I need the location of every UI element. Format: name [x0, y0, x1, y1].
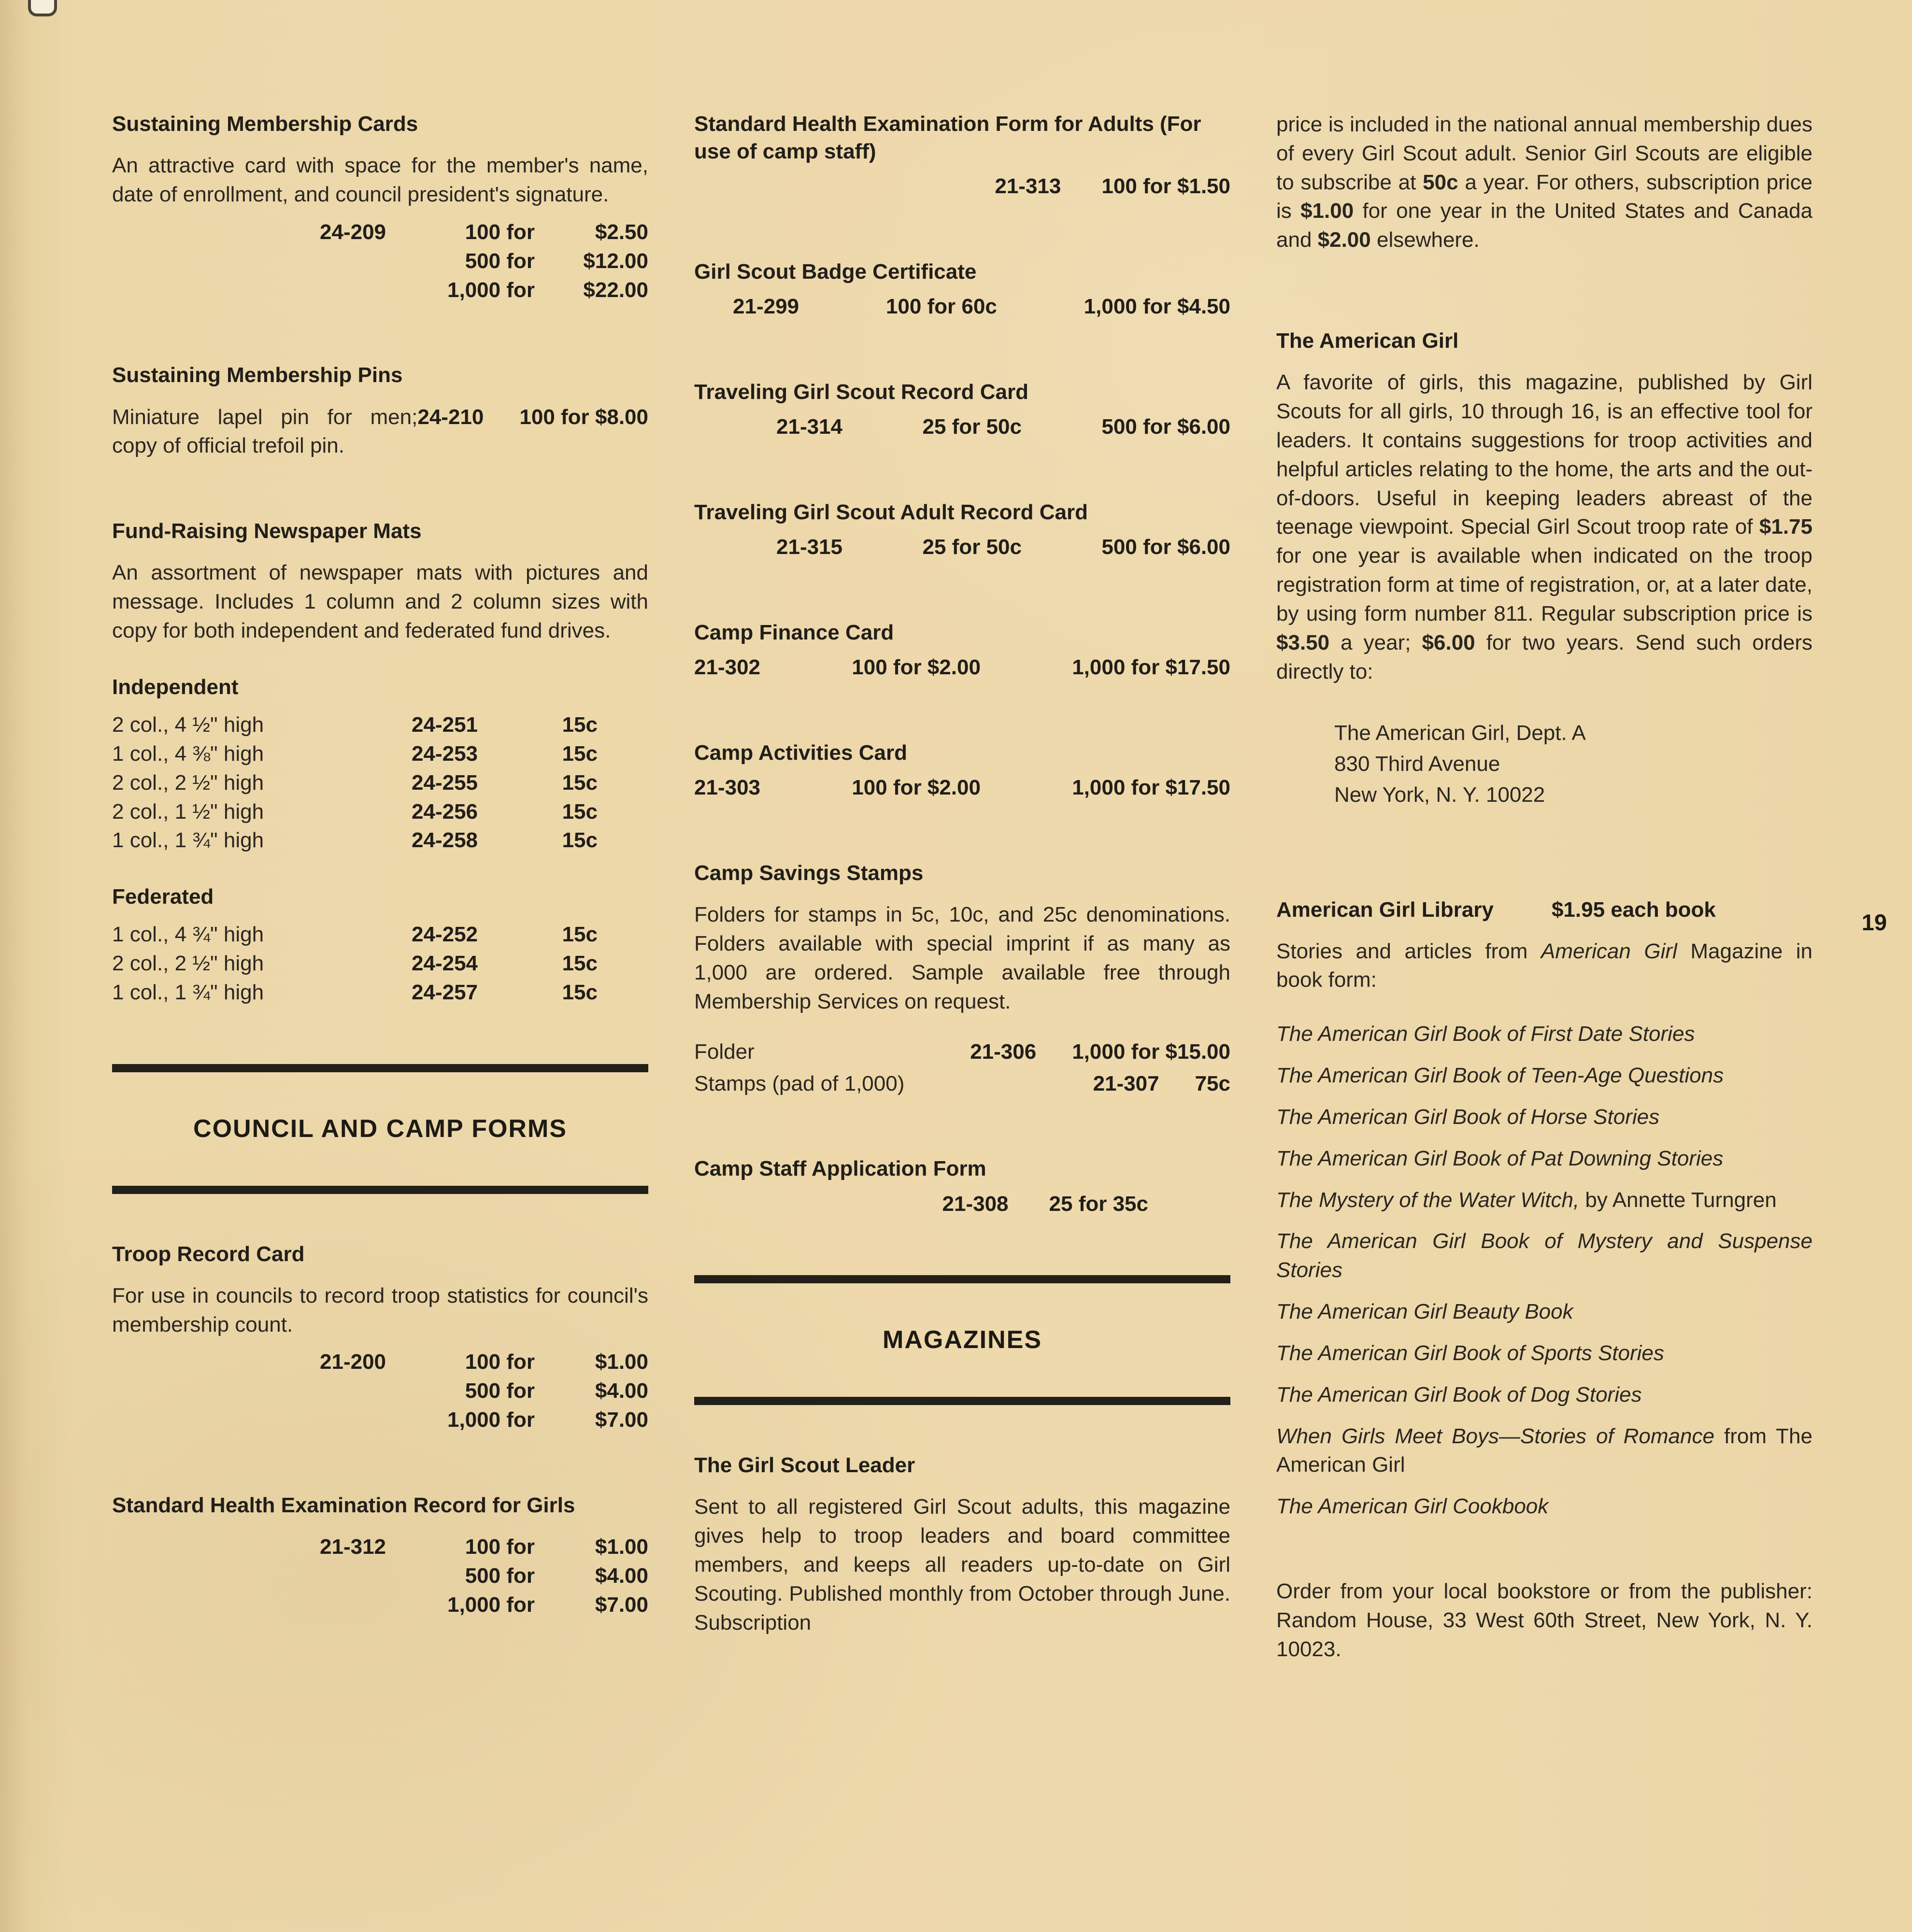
price-code-spacer — [112, 1377, 421, 1406]
code-price-line — [694, 773, 1230, 802]
book-title: The American Girl Book of Horse Stories — [1276, 1105, 1660, 1129]
code-price-line — [694, 412, 1230, 441]
item-code: 24-254 — [412, 952, 478, 976]
section-badge-certificate — [694, 258, 1230, 321]
item-description: A favorite of girls, this magazine, published by Girl Scouts for all girls, 10 through 16, is an effective tool for leaders. It contains suggestions for troop activities and helpful articles relating to the home, the arts and the out-of-doors. Useful in keeping leaders abreast of the teenage viewpoint. Special Girl Scout troop rate of $1.75 for one year is available when indicated on the troop registration form at time of registration, or, at a later date, by using form number 811. Regular subscription price is $3.50 a year; $6.00 for two years. Send such orders directly to: — [1276, 370, 1812, 683]
item-description-text: Miniature lapel pin for men; copy of official trefoil pin. — [112, 405, 418, 458]
price-amount: 15c — [562, 923, 598, 947]
price-amount: 100 for $2.00 — [852, 655, 981, 680]
section-american-girl-library — [1276, 895, 1812, 1664]
library-heading — [1276, 895, 1812, 924]
price-code-spacer — [112, 1406, 421, 1435]
price-block — [112, 1348, 648, 1434]
price-amount: $7.00 — [595, 1408, 648, 1432]
price-amount: 1,000 for $15.00 — [1072, 1039, 1230, 1064]
table-row — [112, 920, 648, 949]
section-traveling-adult-record-card — [694, 498, 1230, 562]
continued-text: price is included in the national annual membership dues of every Girl Scout adult. Senior Girl Scouts are eligible to subscribe at 50c a year. For others, subscription price is $1.00 for one year in the United States and Canada and $2.00 elsewhere. — [1276, 113, 1813, 252]
item-title: The American Girl — [1276, 329, 1459, 353]
subsection-title: Federated — [112, 885, 214, 909]
book-title: The American Girl Book of Sports Stories — [1276, 1341, 1664, 1365]
divider-bar — [112, 1186, 648, 1194]
code-price-line — [694, 172, 1230, 201]
price-amount: $7.00 — [595, 1592, 648, 1617]
book-list — [1276, 1020, 1812, 1521]
table-row — [112, 826, 648, 855]
section-heading: COUNCIL AND CAMP FORMS — [193, 1114, 567, 1143]
price-row — [112, 1533, 648, 1562]
item-title: Troop Record Card — [112, 1242, 305, 1266]
scan-artifact — [28, 0, 57, 16]
price-amount: 100 for 60c — [885, 295, 997, 319]
section-american-girl — [1276, 327, 1812, 810]
item-code: 21-302 — [694, 655, 761, 680]
section-leader-continued — [1276, 110, 1812, 255]
price-row — [112, 1591, 648, 1619]
item-title: Sustaining Membership Pins — [112, 363, 403, 387]
section-sustaining-membership-cards — [112, 110, 648, 304]
item-description: An attractive card with space for the member's name, date of enrollment, and council president's signature. — [112, 154, 648, 207]
section-independent-mats — [112, 673, 648, 855]
price-amount: 25 for 35c — [1049, 1192, 1148, 1216]
page-number: 19 — [1861, 909, 1887, 935]
book-title: The American Girl Beauty Book — [1276, 1300, 1573, 1324]
item-title: Standard Health Examination Form for Adults (For use of camp staff) — [694, 112, 1201, 164]
price-qty: 100 for — [465, 220, 535, 244]
price-row — [112, 247, 648, 276]
item-code: 21-307 — [1093, 1071, 1159, 1095]
price-code-spacer — [112, 1591, 421, 1619]
book-title: The American Girl Cookbook — [1276, 1494, 1549, 1519]
item-code: 21-312 — [320, 1535, 386, 1559]
section-sustaining-membership-pins — [112, 361, 648, 460]
item-code: 24-258 — [412, 828, 478, 852]
mat-size: 2 col., 2 ½" high — [112, 770, 264, 795]
price-amount: 25 for 50c — [922, 535, 1022, 559]
code-price-line — [694, 653, 1230, 682]
section-camp-activities-card — [694, 739, 1230, 802]
table-row — [112, 710, 648, 739]
section-camp-finance-card — [694, 619, 1230, 682]
section-federated-mats — [112, 883, 648, 1007]
book-title: The American Girl Book of Dog Stories — [1276, 1382, 1642, 1406]
price-qty: 100 for — [465, 1535, 535, 1559]
section-troop-record-card — [112, 1240, 648, 1435]
stamps-price-rows — [694, 1037, 1230, 1098]
section-heading: MAGAZINES — [883, 1326, 1042, 1354]
price-qty: 1,000 for — [447, 1592, 535, 1617]
library-intro: Stories and articles from American Girl Magazine in book form: — [1276, 939, 1813, 992]
price-block — [112, 1533, 648, 1619]
library-price: $1.95 each book — [1551, 897, 1716, 922]
price-amount: 1,000 for $17.50 — [1072, 655, 1230, 680]
item-code: 24-210 — [417, 405, 484, 429]
price-amount: 15c — [562, 770, 598, 795]
book-title: The American Girl Book of Pat Downing Stories — [1276, 1146, 1724, 1170]
table-row — [112, 949, 648, 978]
section-camp-staff-application — [694, 1155, 1230, 1218]
subsection-title: Independent — [112, 675, 239, 699]
divider-bar — [694, 1397, 1230, 1405]
price-amount: $1.00 — [595, 1535, 648, 1559]
section-traveling-record-card — [694, 378, 1230, 441]
price-qty: 500 for — [465, 249, 535, 273]
price-amount: 500 for $6.00 — [1101, 535, 1230, 559]
section-health-form-adults — [694, 110, 1230, 201]
mailing-address — [1334, 718, 1812, 810]
price-amount: $4.00 — [595, 1379, 648, 1403]
item-label: Stamps (pad of 1,000) — [694, 1071, 905, 1095]
divider-bar — [112, 1064, 648, 1072]
price-code-spacer — [112, 1562, 421, 1591]
price-amount: 100 for $2.00 — [852, 776, 981, 800]
book-title: The American Girl Book of First Date Stories — [1276, 1022, 1695, 1046]
price-qty: 100 for — [465, 1350, 535, 1374]
item-title: Camp Savings Stamps — [694, 861, 924, 885]
address-line: New York, N. Y. 10022 — [1334, 783, 1545, 807]
address-line: 830 Third Avenue — [1334, 752, 1500, 776]
section-girl-scout-leader — [694, 1451, 1230, 1637]
price-amount: 75c — [1195, 1071, 1230, 1095]
price-qty: 1,000 for — [447, 278, 535, 302]
item-description: Sent to all registered Girl Scout adults, this magazine gives help to troop leaders and board committee members, and keeps all readers up-to-date on Girl Scouting. Published monthly from October through June. Subscription — [694, 1495, 1230, 1634]
code-price-line — [694, 292, 1230, 321]
price-row — [112, 218, 648, 247]
column-2 — [694, 110, 1230, 1721]
column-3 — [1276, 110, 1812, 1721]
item-code: 24-257 — [412, 980, 478, 1005]
price-qty: 500 for — [465, 1379, 535, 1403]
code-price-line — [694, 533, 1230, 562]
price-amount: 100 for $1.50 — [1101, 174, 1230, 199]
table-row — [694, 1037, 1230, 1066]
library-title: American Girl Library — [1276, 897, 1494, 922]
item-code-price — [417, 403, 648, 432]
item-title: Sustaining Membership Cards — [112, 112, 418, 136]
price-row — [112, 1562, 648, 1591]
price-qty: 1,000 for — [447, 1408, 535, 1432]
item-description: Folders for stamps in 5c, 10c, and 25c denominations. Folders available with special imprint if as many as 1,000 are ordered. Sample available free through Membership Services on request. — [694, 903, 1230, 1013]
price-code-spacer — [112, 276, 421, 305]
item-label: Folder — [694, 1039, 755, 1064]
mat-size: 1 col., 1 ¾" high — [112, 980, 264, 1005]
price-amount: 15c — [562, 828, 598, 852]
price-amount: 500 for $6.00 — [1101, 415, 1230, 439]
item-description: For use in councils to record troop statistics for council's membership count. — [112, 1283, 648, 1336]
code-price-line — [694, 1190, 1230, 1219]
price-amount: $4.00 — [595, 1563, 648, 1588]
item-title: Fund-Raising Newspaper Mats — [112, 519, 422, 543]
section-camp-savings-stamps — [694, 859, 1230, 1098]
item-description: An assortment of newspaper mats with pictures and message. Includes 1 column and 2 column sizes with copy for both independent and federated fund drives. — [112, 561, 648, 643]
item-code: 24-252 — [412, 923, 478, 947]
price-row — [112, 1406, 648, 1435]
book-title: The American Girl Book of Mystery and Suspense Stories — [1276, 1229, 1812, 1282]
item-code: 21-299 — [733, 295, 799, 319]
item-code-price — [1093, 1069, 1230, 1098]
price-amount: 15c — [562, 799, 598, 824]
item-title: Standard Health Examination Record for Girls — [112, 1493, 575, 1517]
section-header-council-camp-forms — [112, 1064, 648, 1194]
item-code: 21-313 — [995, 174, 1061, 199]
mat-size: 2 col., 1 ½" high — [112, 799, 264, 824]
address-line: The American Girl, Dept. A — [1334, 721, 1586, 745]
price-amount: $2.50 — [595, 220, 648, 244]
price-amount: $1.00 — [595, 1350, 648, 1374]
price-amount: 15c — [562, 741, 598, 766]
item-code: 24-253 — [412, 741, 478, 766]
book-title: The American Girl Book of Teen-Age Questions — [1276, 1064, 1724, 1088]
mat-size: 2 col., 2 ½" high — [112, 952, 264, 976]
price-row — [112, 1377, 648, 1406]
mat-size: 1 col., 4 ¾" high — [112, 923, 264, 947]
item-code: 24-209 — [320, 220, 386, 244]
table-row — [112, 768, 648, 797]
price-amount: 15c — [562, 713, 598, 737]
price-block — [112, 218, 648, 304]
item-title: Traveling Girl Scout Adult Record Card — [694, 500, 1088, 525]
table-row — [112, 978, 648, 1007]
section-health-record-girls — [112, 1492, 648, 1619]
price-amount: 25 for 50c — [922, 415, 1022, 439]
book-title: When Girls Meet Boys—Stories of Romance from The American Girl — [1276, 1424, 1812, 1477]
item-title: The Girl Scout Leader — [694, 1453, 915, 1477]
mat-size: 1 col., 4 ⅜" high — [112, 741, 264, 766]
price-amount: 100 for $8.00 — [519, 405, 648, 429]
order-instructions: Order from your local bookstore or from the publisher: Random House, 33 West 60th Street, New York, N. Y. 10023. — [1276, 1579, 1812, 1661]
item-title: Camp Activities Card — [694, 741, 907, 765]
item-title: Camp Finance Card — [694, 621, 894, 645]
item-title: Traveling Girl Scout Record Card — [694, 380, 1028, 404]
column-1 — [112, 110, 648, 1721]
item-code: 21-200 — [320, 1350, 386, 1374]
item-title: Camp Staff Application Form — [694, 1157, 986, 1181]
item-code: 21-314 — [776, 415, 843, 439]
item-title: Girl Scout Badge Certificate — [694, 260, 977, 284]
item-code-price — [970, 1037, 1230, 1066]
item-code: 21-306 — [970, 1039, 1037, 1064]
item-code: 21-308 — [942, 1192, 1009, 1216]
price-amount: $22.00 — [583, 278, 648, 302]
table-row — [112, 797, 648, 826]
price-amount: 15c — [562, 980, 598, 1005]
price-qty: 500 for — [465, 1563, 535, 1588]
price-amount: 1,000 for $17.50 — [1072, 776, 1230, 800]
table-row — [112, 739, 648, 768]
price-amount: $12.00 — [583, 249, 648, 273]
table-row — [694, 1069, 1230, 1098]
divider-bar — [694, 1275, 1230, 1283]
price-amount: 1,000 for $4.50 — [1084, 295, 1230, 319]
section-fund-raising-mats — [112, 517, 648, 645]
price-amount: 15c — [562, 952, 598, 976]
item-code: 21-315 — [776, 535, 843, 559]
item-code: 24-251 — [412, 713, 478, 737]
mat-size: 2 col., 4 ½" high — [112, 713, 264, 737]
price-row — [112, 276, 648, 305]
price-code-spacer — [112, 247, 421, 276]
item-description — [112, 403, 648, 461]
item-code: 24-255 — [412, 770, 478, 795]
price-row — [112, 1348, 648, 1377]
book-title: The Mystery of the Water Witch, by Annette Turngren — [1276, 1188, 1777, 1212]
item-code: 24-256 — [412, 799, 478, 824]
section-header-magazines — [694, 1275, 1230, 1405]
mat-size: 1 col., 1 ¾" high — [112, 828, 264, 852]
item-code: 21-303 — [694, 776, 761, 800]
